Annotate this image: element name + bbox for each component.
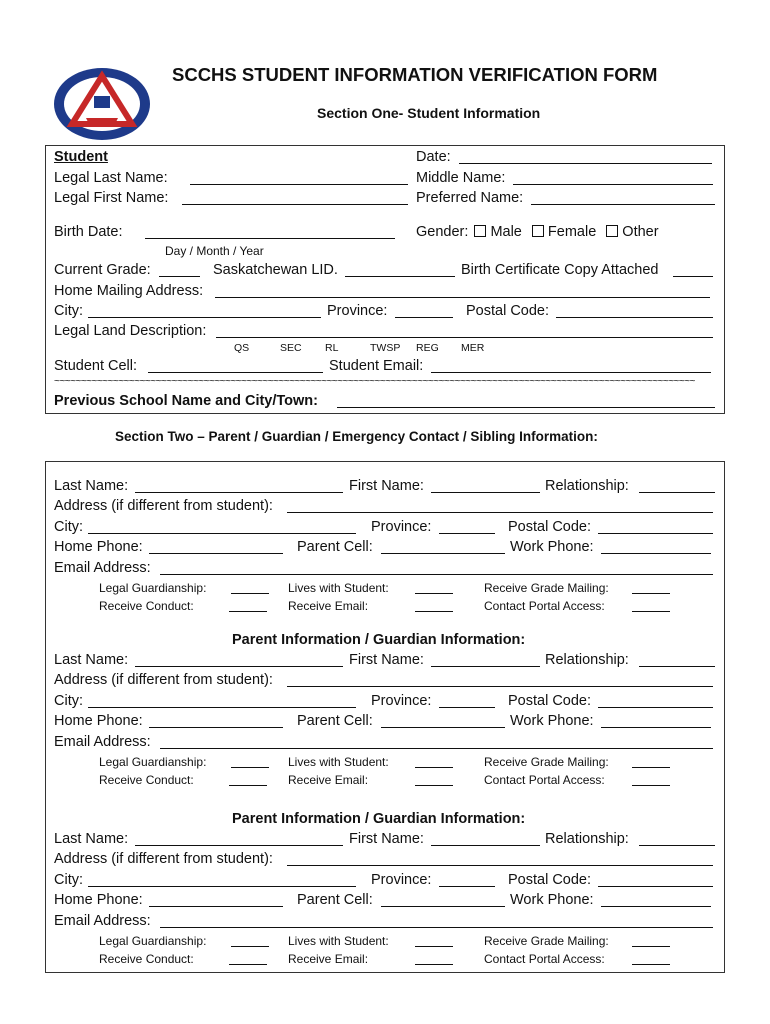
guardian-1-address-label: Address (if different from student): (54, 498, 273, 514)
guardian-2-relationship-input[interactable] (639, 666, 715, 667)
guardian-1-conduct-input[interactable] (229, 611, 267, 612)
cell-input[interactable] (148, 372, 323, 373)
preferred-input[interactable] (531, 204, 715, 205)
guardian-1-city-label: City: (54, 519, 83, 535)
guardian-2-work-label: Work Phone: (510, 713, 594, 729)
guardian-1-province-label: Province: (371, 519, 432, 535)
guardian-3-conduct-label: Receive Conduct: (99, 952, 194, 966)
guardian-1-first-input[interactable] (431, 492, 540, 493)
male-label: Male (490, 224, 522, 240)
guardian-1-legal-label: Legal Guardianship: (99, 581, 207, 595)
province-label: Province: (327, 303, 388, 319)
guardian-1-receive-email-input[interactable] (415, 611, 453, 612)
guardian-2-conduct-input[interactable] (229, 785, 267, 786)
email-input[interactable] (431, 372, 711, 373)
province-input[interactable] (395, 317, 453, 318)
guardian-1-grade-mail-input[interactable] (632, 593, 670, 594)
city-input[interactable] (88, 317, 321, 318)
date-label: Date: (416, 149, 451, 165)
guardian-1-work-input[interactable] (601, 553, 711, 554)
guardian-3-lives-label: Lives with Student: (288, 934, 389, 948)
land-part-twsp: TWSP (370, 342, 401, 354)
guardian-3-work-input[interactable] (601, 906, 711, 907)
guardian-1-legal-input[interactable] (231, 593, 269, 594)
grade-label: Current Grade: (54, 262, 151, 278)
guardian-2-grade-mail-input[interactable] (632, 767, 670, 768)
birth-label: Birth Date: (54, 224, 123, 240)
guardian-3-cell-label: Parent Cell: (297, 892, 373, 908)
guardian-1-conduct-label: Receive Conduct: (99, 599, 194, 613)
land-part-qs: QS (234, 342, 250, 354)
grade-input[interactable] (159, 276, 200, 277)
guardian-3-legal-input[interactable] (231, 946, 269, 947)
guardian-2-address-input[interactable] (287, 686, 713, 687)
guardian-2-heading: Parent Information / Guardian Information: (232, 632, 526, 648)
guardian-3-heading: Parent Information / Guardian Information: (232, 811, 526, 827)
guardian-2-email-input[interactable] (160, 748, 713, 749)
guardian-2-conduct-label: Receive Conduct: (99, 773, 194, 787)
birth-cert-label: Birth Certificate Copy Attached (461, 262, 659, 278)
guardian-1-first-label: First Name: (349, 478, 424, 494)
guardian-3-first-input[interactable] (431, 845, 540, 846)
guardian-3-lives-input[interactable] (415, 946, 453, 947)
land-part-mer: MER (461, 342, 485, 354)
guardian-2-grade-mail-label: Receive Grade Mailing: (484, 755, 609, 769)
guardian-3-grade-mail-input[interactable] (632, 946, 670, 947)
guardian-3-cell-input[interactable] (381, 906, 505, 907)
guardian-2-portal-input[interactable] (632, 785, 670, 786)
male-checkbox[interactable] (474, 225, 486, 237)
legal-last-input[interactable] (190, 184, 408, 185)
guardian-2-home-input[interactable] (149, 727, 283, 728)
guardian-3-email-input[interactable] (160, 927, 713, 928)
guardian-1-last-label: Last Name: (54, 478, 129, 494)
guardian-3-city-input[interactable] (88, 886, 356, 887)
land-input[interactable] (216, 337, 713, 338)
guardian-2-last-input[interactable] (135, 666, 343, 667)
guardian-1-lives-label: Lives with Student: (288, 581, 389, 595)
guardian-2-postal-input[interactable] (598, 707, 713, 708)
guardian-2-lives-label: Lives with Student: (288, 755, 389, 769)
guardian-1-receive-email-label: Receive Email: (288, 599, 369, 613)
guardian-2-portal-label: Contact Portal Access: (484, 773, 605, 787)
postal-label: Postal Code: (466, 303, 550, 319)
guardian-1-address-input[interactable] (287, 512, 713, 513)
email-label: Student Email: (329, 358, 424, 374)
preferred-label: Preferred Name: (416, 190, 524, 206)
middle-input[interactable] (513, 184, 713, 185)
guardian-3-home-input[interactable] (149, 906, 283, 907)
school-logo (52, 66, 152, 142)
guardian-1-work-label: Work Phone: (510, 539, 594, 555)
form-title: SCCHS STUDENT INFORMATION VERIFICATION FORM (172, 64, 658, 85)
guardian-3-province-label: Province: (371, 872, 432, 888)
guardian-3-email-label: Email Address: (54, 913, 151, 929)
prev-school-input[interactable] (337, 407, 715, 408)
guardian-2-province-input[interactable] (439, 707, 495, 708)
guardian-3-last-label: Last Name: (54, 831, 129, 847)
land-part-sec: SEC (280, 342, 302, 354)
guardian-3-home-label: Home Phone: (54, 892, 143, 908)
lid-input[interactable] (345, 276, 455, 277)
cell-label: Student Cell: (54, 358, 138, 374)
land-part-reg: REG (416, 342, 439, 354)
guardian-3-receive-email-label: Receive Email: (288, 952, 369, 966)
female-label: Female (547, 224, 597, 240)
guardian-2-city-label: City: (54, 693, 83, 709)
legal-first-label: Legal First Name: (54, 190, 169, 206)
guardian-1-email-label: Email Address: (54, 560, 151, 576)
guardian-2-province-label: Province: (371, 693, 432, 709)
date-input[interactable] (459, 163, 712, 164)
guardian-1-home-label: Home Phone: (54, 539, 143, 555)
guardian-1-relationship-label: Relationship: (545, 478, 629, 494)
guardian-3-legal-label: Legal Guardianship: (99, 934, 207, 948)
guardian-1-portal-input[interactable] (632, 611, 670, 612)
guardian-1-email-input[interactable] (160, 574, 713, 575)
city-label: City: (54, 303, 83, 319)
guardian-1-lives-input[interactable] (415, 593, 453, 594)
guardian-1-relationship-input[interactable] (639, 492, 715, 493)
guardian-1-postal-label: Postal Code: (508, 519, 592, 535)
guardian-2-home-label: Home Phone: (54, 713, 143, 729)
prev-school-label: Previous School Name and City/Town: (54, 393, 319, 409)
gender-label: Gender: (416, 224, 469, 240)
land-part-rl: RL (325, 342, 339, 354)
birth-hint: Day / Month / Year (165, 244, 264, 258)
guardian-1-cell-input[interactable] (381, 553, 505, 554)
guardian-1-home-input[interactable] (149, 553, 283, 554)
mailing-label: Home Mailing Address: (54, 283, 204, 299)
guardian-3-grade-mail-label: Receive Grade Mailing: (484, 934, 609, 948)
section-one-title: Section One- Student Information (317, 105, 541, 121)
guardian-2-cell-label: Parent Cell: (297, 713, 373, 729)
other-checkbox[interactable] (606, 225, 618, 237)
guardian-2-cell-input[interactable] (381, 727, 505, 728)
guardian-2-email-label: Email Address: (54, 734, 151, 750)
guardian-2-last-label: Last Name: (54, 652, 129, 668)
mailing-input[interactable] (215, 297, 710, 298)
guardian-3-city-label: City: (54, 872, 83, 888)
guardian-1-city-input[interactable] (88, 533, 356, 534)
guardian-2-first-label: First Name: (349, 652, 424, 668)
guardian-2-legal-label: Legal Guardianship: (99, 755, 207, 769)
gender-row (416, 225, 659, 240)
guardian-2-lives-input[interactable] (415, 767, 453, 768)
guardian-1-cell-label: Parent Cell: (297, 539, 373, 555)
land-label: Legal Land Description: (54, 323, 207, 339)
guardian-2-work-input[interactable] (601, 727, 711, 728)
birth-input[interactable] (145, 238, 395, 239)
prev-school-text: Previous School Name and City/Town (54, 393, 314, 409)
parent-info-box (45, 461, 725, 973)
legal-last-label: Legal Last Name: (54, 170, 168, 186)
middle-label: Middle Name: (416, 170, 506, 186)
guardian-2-receive-email-label: Receive Email: (288, 773, 369, 787)
guardian-1-grade-mail-label: Receive Grade Mailing: (484, 581, 609, 595)
guardian-3-relationship-input[interactable] (639, 845, 715, 846)
birth-cert-input[interactable] (673, 276, 713, 277)
guardian-2-city-input[interactable] (88, 707, 356, 708)
guardian-3-receive-email-input[interactable] (415, 964, 453, 965)
legal-first-input[interactable] (182, 204, 408, 205)
guardian-3-province-input[interactable] (439, 886, 495, 887)
female-checkbox[interactable] (532, 225, 544, 237)
section-two-title: Section Two – Parent / Guardian / Emergency Contact / Sibling Information: (115, 429, 598, 444)
guardian-2-first-input[interactable] (431, 666, 540, 667)
guardian-3-postal-label: Postal Code: (508, 872, 592, 888)
guardian-2-postal-label: Postal Code: (508, 693, 592, 709)
postal-input[interactable] (556, 317, 713, 318)
guardian-3-portal-label: Contact Portal Access: (484, 952, 605, 966)
lid-label: Saskatchewan LID. (213, 262, 338, 278)
guardian-3-conduct-input[interactable] (229, 964, 267, 965)
guardian-3-postal-input[interactable] (598, 886, 713, 887)
guardian-1-last-input[interactable] (135, 492, 343, 493)
guardian-2-receive-email-input[interactable] (415, 785, 453, 786)
guardian-1-portal-label: Contact Portal Access: (484, 599, 605, 613)
guardian-1-postal-input[interactable] (598, 533, 713, 534)
tilde-divider: ~~~~~~~~~~~~~~~~~~~~~~~~~~~~~~~~~~~~~~~~~~~~~~~~~~~~~~~~~~~~~~~~~~~~~~~~~~~~~~~~~~~~~~~~~~~~~~~~~~~~~~~~~~~~~~~~~~~~~~~~ (54, 377, 695, 387)
guardian-3-address-label: Address (if different from student): (54, 851, 273, 867)
guardian-3-relationship-label: Relationship: (545, 831, 629, 847)
guardian-3-portal-input[interactable] (632, 964, 670, 965)
other-label: Other (622, 224, 659, 240)
guardian-1-province-input[interactable] (439, 533, 495, 534)
guardian-2-address-label: Address (if different from student): (54, 672, 273, 688)
guardian-2-relationship-label: Relationship: (545, 652, 629, 668)
guardian-3-last-input[interactable] (135, 845, 343, 846)
guardian-3-first-label: First Name: (349, 831, 424, 847)
guardian-2-legal-input[interactable] (231, 767, 269, 768)
guardian-3-work-label: Work Phone: (510, 892, 594, 908)
student-heading: Student (54, 149, 108, 165)
guardian-3-address-input[interactable] (287, 865, 713, 866)
